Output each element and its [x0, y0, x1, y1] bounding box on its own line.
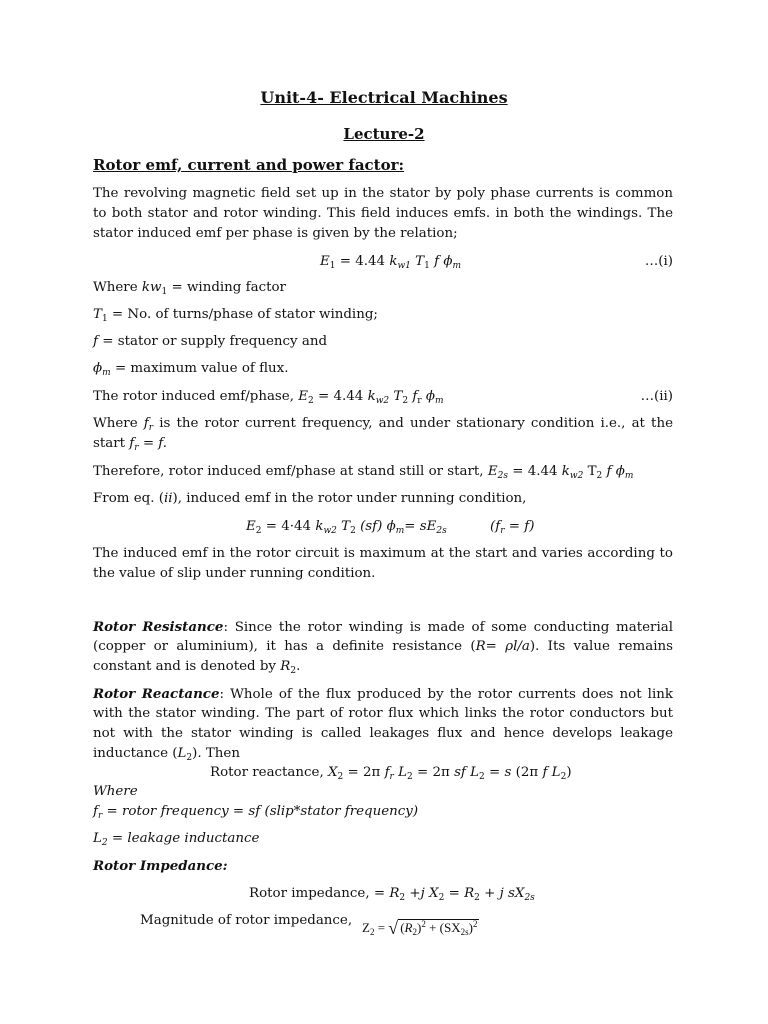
equation-ref-i: …(i)	[644, 254, 673, 269]
fr-paragraph-line1: Where $f_r$ is the rotor current frequency, and under stationary condition i.e., at the	[93, 416, 673, 433]
equation-running-note: $(f_r = f)$	[490, 519, 535, 536]
t1-definition: $T_1 = No$. of turns/phase of stator winding;	[93, 307, 378, 324]
section-heading: Rotor emf, current and power factor:	[93, 156, 405, 174]
equation-ref-ii: …(ii)	[640, 389, 673, 404]
equation-rotor-reactance: Rotor reactance, $X_2 = 2\pi$ $f_r$ $L_2 = 2\pi$ sf $L_2 = s$ (2π f $L_2$)	[210, 765, 572, 782]
rotor-reactance-line4: inductance $(L_2)$. Then	[93, 746, 240, 763]
fr-definition: $f_r$ = rotor frequency = sf (slip*stator frequency)	[93, 804, 419, 821]
where-label: Where	[93, 784, 138, 799]
document-title: Unit-4- Electrical Machines	[260, 88, 508, 107]
rotor-reactance-line2: with the stator winding. The part of rotor flux which links the rotor conductors but	[93, 706, 673, 721]
l2-definition: $L_2$ = leakage inductance	[93, 831, 260, 848]
rotor-emf-line: The rotor induced emf/phase, $E_2 = 4.44$ $k_{w2}$ $T_2$ $f_r$ $\phi_m$	[93, 389, 444, 406]
paragraph-line: to both stator and rotor winding. This field induces emfs. in both the windings. The	[93, 206, 673, 221]
equation-rotor-impedance: Rotor impedance, = $R_2 +j$ $X_2 = R_2 + j$ $sX_{2s}$	[249, 886, 535, 903]
rotor-impedance-heading: Rotor Impedance:	[93, 858, 228, 874]
rotor-reactance-line1: Rotor Reactance: Whole of the flux produced by the rotor currents does not link	[93, 686, 673, 702]
radicand: $(R_2)^2 + (SX_{2s})^2$	[400, 919, 478, 937]
from-eq-line: From eq. (ii), induced emf in the rotor under running condition,	[93, 491, 527, 506]
rotor-resistance-line3: constant and is denoted by $R_2$.	[93, 659, 301, 676]
magnitude-label: Magnitude of rotor impedance,	[140, 913, 353, 928]
rotor-resistance-line2: (copper or aluminium), it has a definite resistance (R= ρl/a). Its value remains	[93, 639, 673, 654]
standstill-emf-line: Therefore, rotor induced emf/phase at stand still or start, $E_{2s} = 4.44$ $k_{w2}$ $T_2$ f $\phi_m$	[93, 464, 634, 481]
square-root-icon: √	[388, 918, 399, 938]
equation-running-emf: $E_2 = 4\cdot 44$ $k_{w2}$ $T_2$ (sf) $\phi_m= sE_{2s}$	[246, 519, 447, 536]
phi-definition: $\phi_m$ = maximum value of flux.	[93, 361, 289, 378]
paragraph-line: The induced emf in the rotor circuit is maximum at the start and varies according to	[93, 546, 673, 561]
paragraph-line: stator induced emf per phase is given by the relation;	[93, 226, 458, 241]
impedance-magnitude-formula: $Z_2$ = √ $(R_2)^2 + (SX_{2s})^2$	[362, 918, 478, 938]
rotor-reactance-line3: not with the stator winding is called leakages flux and hence develops leakage	[93, 726, 673, 741]
f-definition: f = stator or supply frequency and	[93, 334, 328, 349]
equation-stator-emf: $E_1 = 4.44$ $k_{w1}$ $T_1$ f $\phi_m$	[320, 254, 461, 271]
rotor-resistance-line1: Rotor Resistance: Since the rotor winding is made of some conducting material	[93, 619, 673, 635]
where-kw-line: Where $kw_1$ = winding factor	[93, 280, 286, 297]
paragraph-line: The revolving magnetic field set up in the stator by poly phase currents is common	[93, 186, 673, 201]
paragraph-line: the value of slip under running condition.	[93, 566, 376, 581]
fr-paragraph-line2: start $f_r = f$.	[93, 436, 168, 453]
lecture-heading: Lecture-2	[343, 125, 425, 143]
